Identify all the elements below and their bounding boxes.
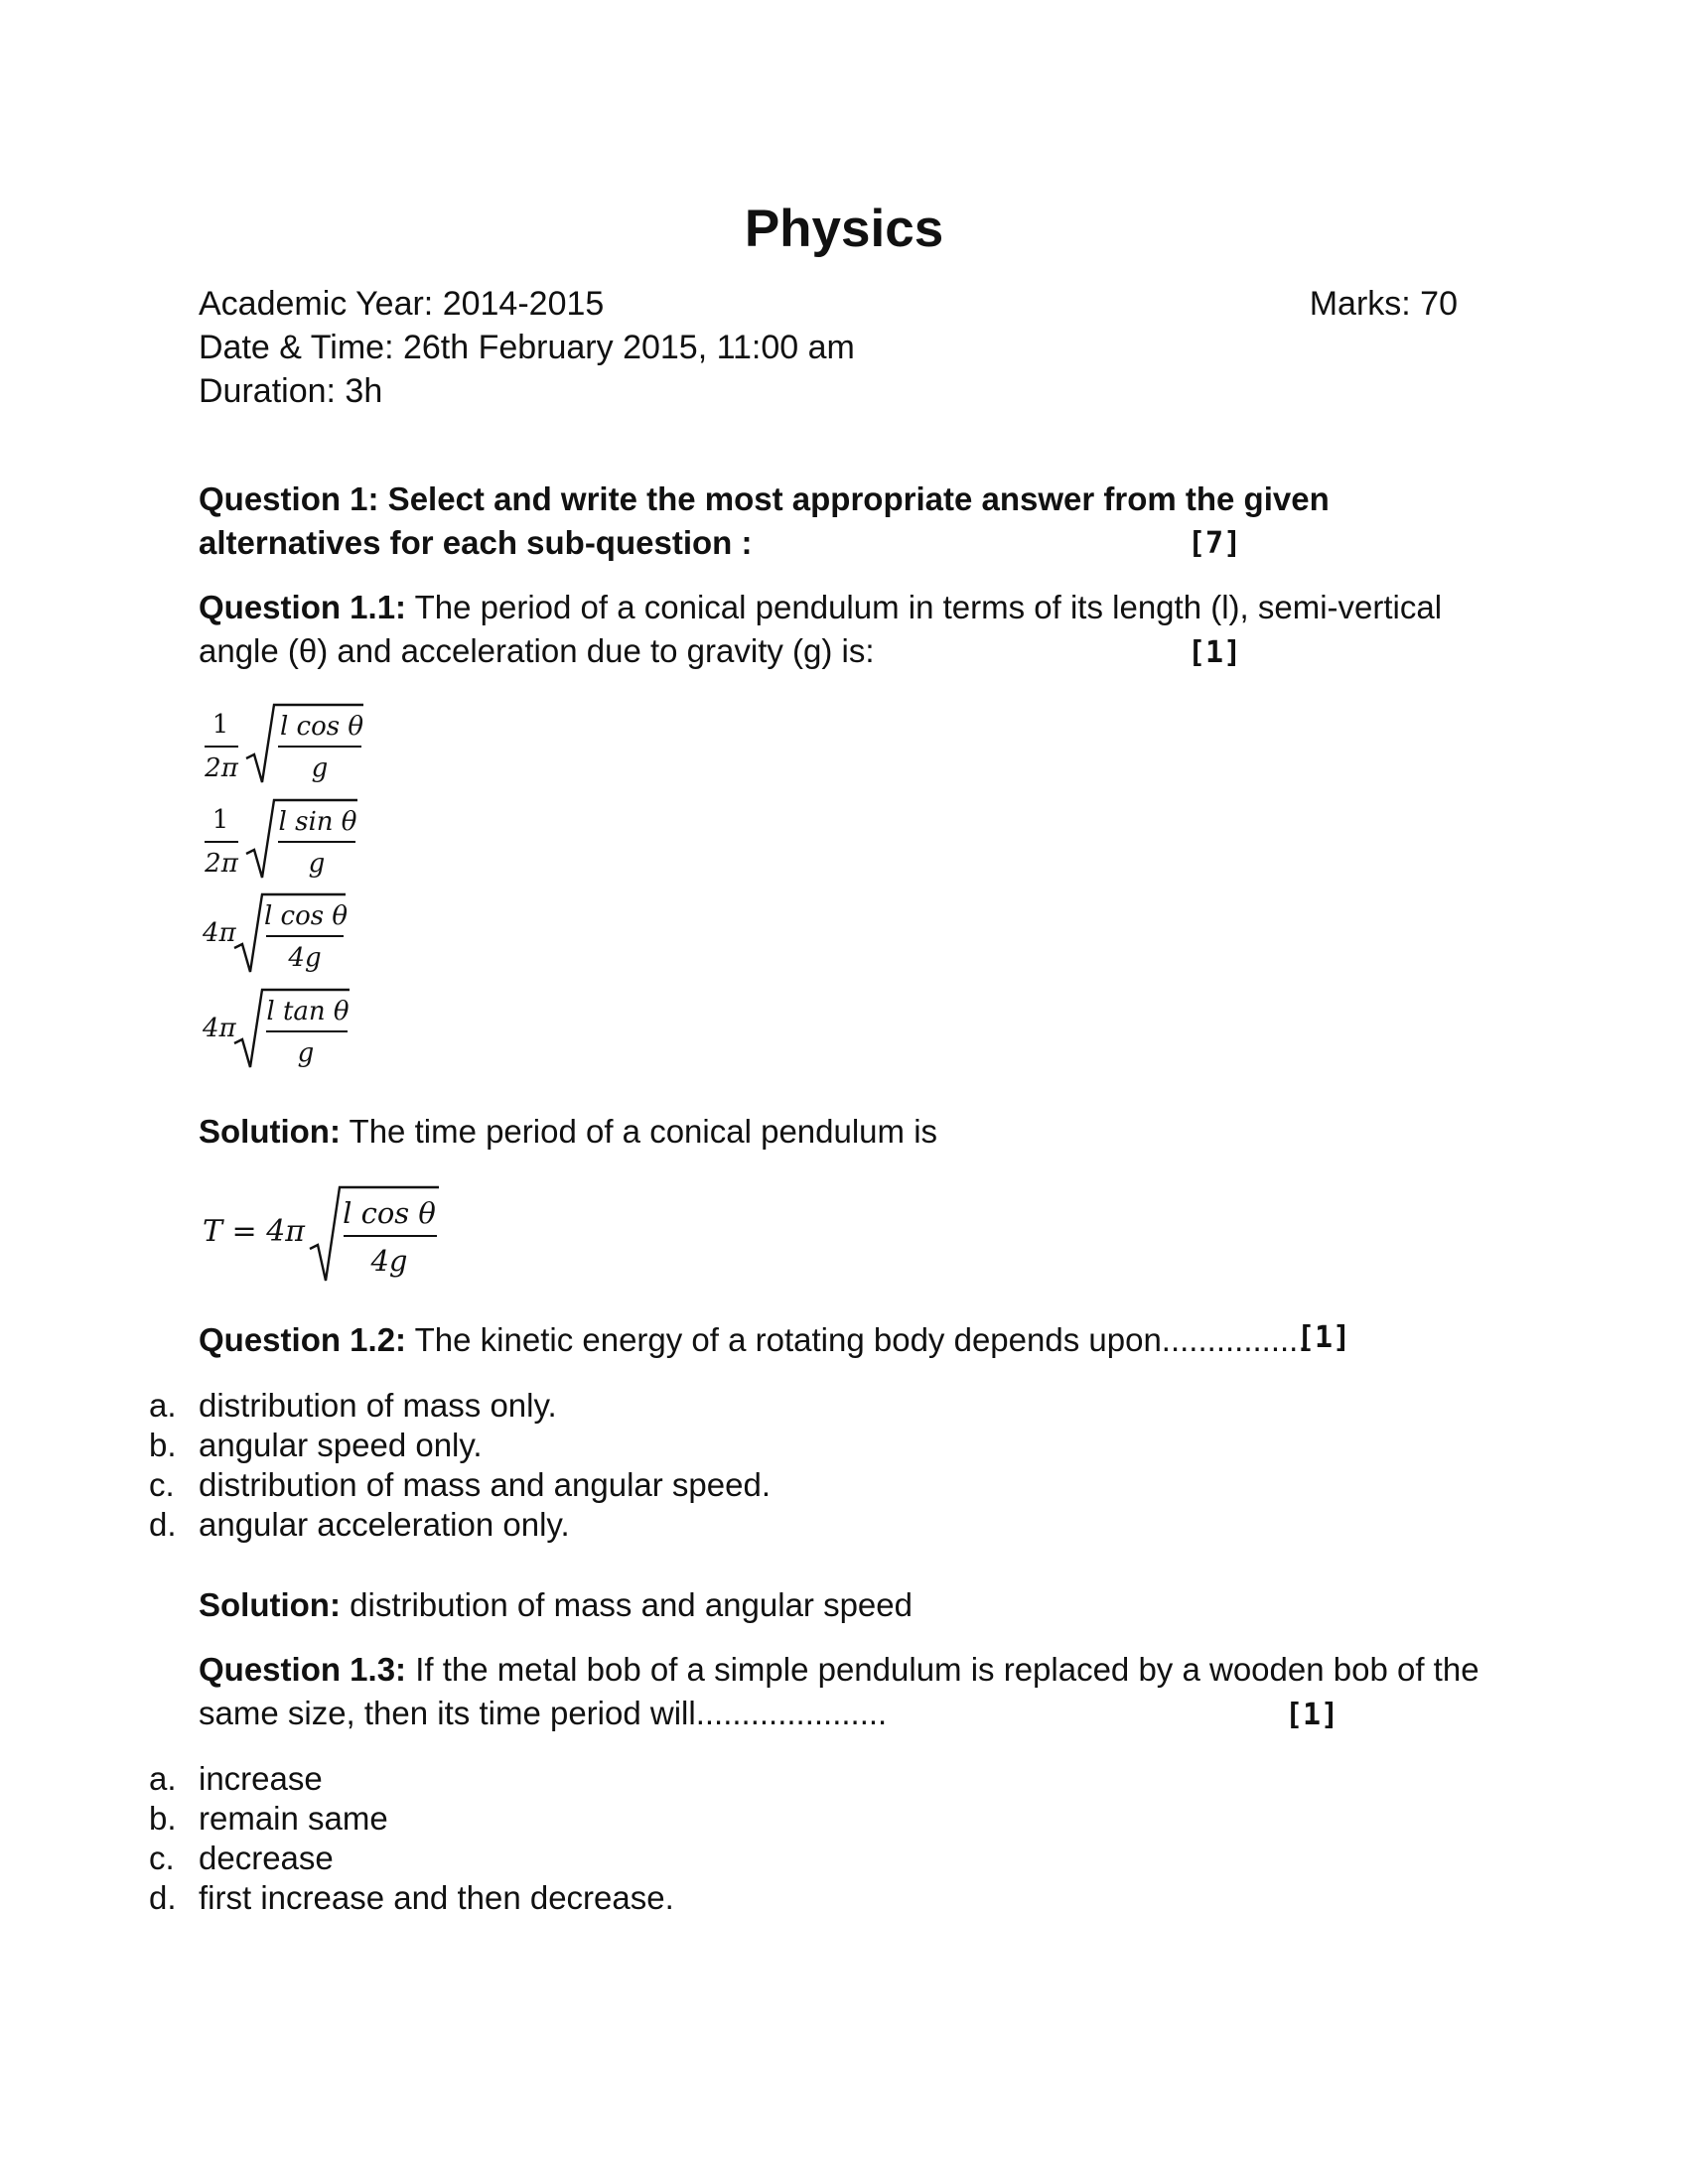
question-1-2-text: The kinetic energy of a rotating body depends upon................: [406, 1321, 1308, 1358]
option-d: [149, 1505, 771, 1545]
option-letter: d.: [149, 1879, 177, 1916]
page-title: Physics: [744, 200, 944, 258]
option-d: [149, 1878, 674, 1918]
academic-year: Academic Year: 2014-2015: [199, 285, 605, 323]
option-2-coef-num: 1: [211, 805, 229, 835]
solution-1-1: [199, 1110, 1499, 1154]
option-b: [149, 1426, 771, 1465]
solution-1-2: [199, 1583, 1499, 1627]
question-1-1: [199, 586, 1489, 673]
option-b: [149, 1799, 674, 1839]
solution-1-2-label: Solution:: [199, 1586, 341, 1623]
question-1-3-marks: [1]: [1285, 1698, 1339, 1732]
formula-lhs: T = 4π: [203, 1214, 306, 1249]
option-text: angular speed only.: [199, 1427, 483, 1463]
question-1-3-text: If the metal bob of a simple pendulum is replaced by a wooden bob of the same size, then its time period will.....................: [199, 1651, 1479, 1731]
solution-1-2-text: distribution of mass and angular speed: [340, 1586, 913, 1623]
option-formula-3: [199, 887, 397, 983]
option-1-coef-num: 1: [211, 710, 229, 740]
formula-numerator: l cos θ: [343, 1196, 436, 1230]
date-time: Date & Time: 26th February 2015, 11:00 am: [199, 329, 855, 366]
solution-1-1-text: The time period of a conical pendulum is: [340, 1113, 938, 1150]
solution-1-1-formula: [199, 1181, 457, 1296]
option-a: [149, 1386, 771, 1426]
option-formula-4: [199, 982, 397, 1078]
question-1-marks: [7]: [1188, 526, 1242, 561]
option-c: [149, 1465, 771, 1505]
option-formula-1: [199, 697, 397, 793]
option-3-coef: 4π: [203, 918, 236, 948]
option-c: [149, 1839, 674, 1878]
option-letter: b.: [149, 1800, 177, 1837]
option-letter: d.: [149, 1506, 177, 1543]
option-1-denominator: g: [311, 753, 329, 783]
option-3-denominator: 4g: [288, 943, 322, 973]
solution-1-1-label: Solution:: [199, 1113, 341, 1150]
option-text: decrease: [199, 1840, 334, 1876]
total-marks: Marks: 70: [1309, 285, 1458, 323]
question-1-1-marks: [1]: [1188, 635, 1242, 670]
option-letter: b.: [149, 1427, 177, 1463]
option-text: first increase and then decrease.: [199, 1879, 674, 1916]
option-formula-2: [199, 792, 397, 888]
option-letter: c.: [149, 1466, 175, 1503]
option-4-coef: 4π: [203, 1014, 236, 1043]
option-text: distribution of mass and angular speed.: [199, 1466, 772, 1503]
question-1-3-label: Question 1.3:: [199, 1651, 407, 1688]
duration: Duration: 3h: [199, 372, 383, 410]
option-text: distribution of mass only.: [199, 1387, 557, 1424]
option-4-denominator: g: [297, 1038, 315, 1068]
formula-denominator: 4g: [370, 1244, 408, 1278]
option-4-numerator: l tan θ: [266, 997, 350, 1026]
option-2-numerator: l sin θ: [278, 807, 357, 837]
option-text: increase: [199, 1760, 323, 1797]
option-a: [149, 1759, 674, 1799]
option-letter: a.: [149, 1387, 177, 1424]
option-3-numerator: l cos θ: [263, 901, 349, 931]
option-2-denominator: g: [308, 849, 326, 879]
exam-meta: [199, 282, 855, 413]
option-2-coef-den: 2π: [205, 849, 238, 879]
question-1-2-options: [149, 1386, 771, 1545]
question-1-heading: Question 1: Select and write the most appropriate answer from the given alternatives for each sub-question :: [199, 480, 1330, 561]
question-1-2-marks: [1]: [1297, 1320, 1351, 1355]
option-text: angular acceleration only.: [199, 1506, 570, 1543]
question-1-2-label: Question 1.2:: [199, 1321, 407, 1358]
option-1-coef-den: 2π: [205, 753, 238, 783]
option-text: remain same: [199, 1800, 388, 1837]
option-1-numerator: l cos θ: [279, 712, 364, 742]
question-1-1-label: Question 1.1:: [199, 589, 407, 625]
question-1-3-options: [149, 1759, 674, 1918]
question-1-1-text: The period of a conical pendulum in terms of its length (l), semi-vertical angle (θ) and acceleration due to gravity (g) is:: [199, 589, 1443, 669]
option-letter: c.: [149, 1840, 175, 1876]
option-letter: a.: [149, 1760, 177, 1797]
